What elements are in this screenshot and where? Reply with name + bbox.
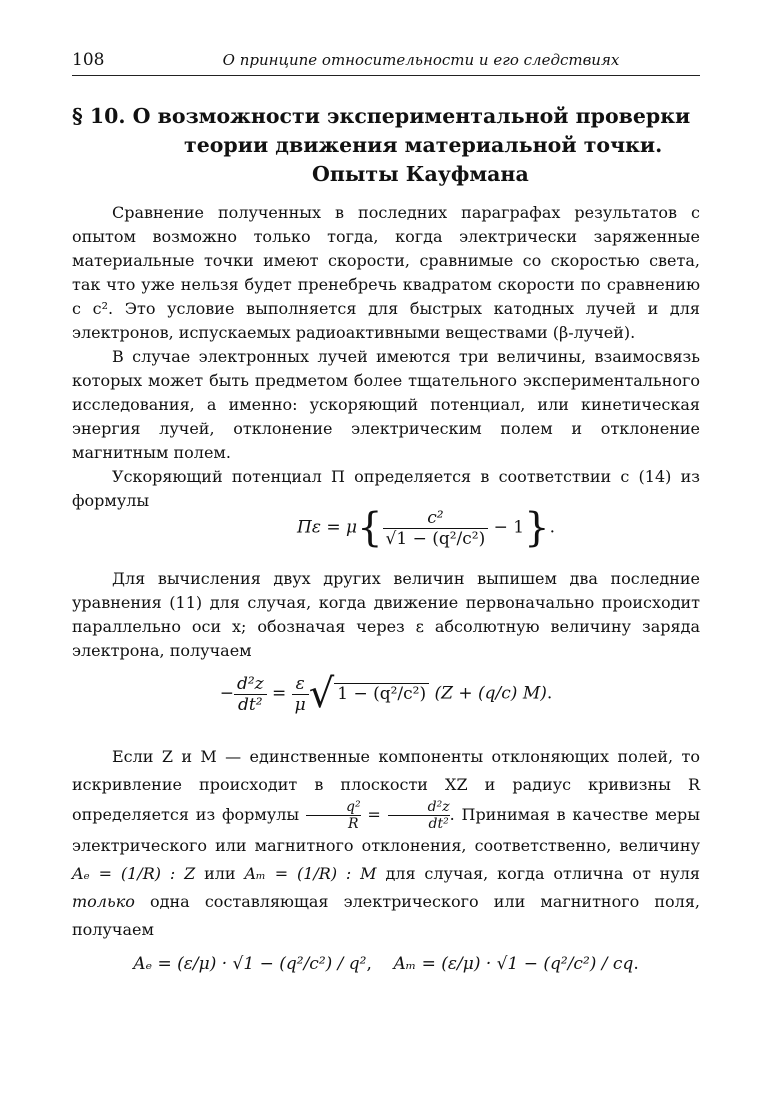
formula-potential-rest: − 1 bbox=[493, 517, 525, 538]
formula-motion-mu: μ bbox=[294, 694, 306, 715]
formula-potential-num: c² bbox=[383, 508, 489, 529]
formula-potential-den: √1 − (q²/c²) bbox=[385, 528, 486, 549]
running-title: О принципе относительности и его следствиях bbox=[222, 51, 620, 69]
paragraph-5-a: Если Z и M — единственные компоненты отклоняющих полей, то искривление происходит в плоскости XZ и радиус кривизны R определяется из формулы bbox=[72, 747, 700, 824]
formula-motion-tail: (Z + (q/c) M) bbox=[434, 683, 547, 704]
section-title-line3: Опыты Кауфмана bbox=[312, 162, 529, 186]
page-header bbox=[72, 50, 700, 76]
formula-deflections: Aₑ = (ε/μ) · √1 − (q²/c²) / q², Aₘ = (ε/μ) · √1 − (q²/c²) / cq. bbox=[133, 954, 639, 974]
formula-ae: Aₑ = (ε/μ) · √1 − (q²/c²) / q² bbox=[133, 954, 367, 974]
paragraph-1: Сравнение полученных в последних параграфах результатов с опытом возможно только тогда, когда электрически заряженные материальные точки имеют скорости, сравнимые со скоростью света, так что уже нельзя будет пренебречь квадратом скорости по сравнению с c². Это условие выполняется для быстрых катодных лучей и для электронов, испускаемых радиоактивными веществами (β-лучей). bbox=[72, 203, 700, 342]
paragraph-5-e: одна составляющая электрического или магнитного поля, получаем bbox=[72, 892, 701, 939]
paragraph-5-c: или bbox=[204, 864, 236, 883]
formula-motion-eps: ε bbox=[292, 674, 309, 695]
section-title-line2: теории движения материальной точки. bbox=[184, 133, 663, 157]
formula-am: Aₘ = (ε/μ) · √1 − (q²/c²) / cq bbox=[393, 954, 634, 974]
formula-motion-lhs-den: dt² bbox=[238, 694, 263, 715]
paragraph-5-d: для случая, когда отлична от нуля bbox=[385, 864, 701, 883]
curvature-num: q² bbox=[306, 799, 361, 816]
section-title-line1: § 10. О возможности экспериментальной проверки bbox=[72, 104, 691, 128]
curvature2-den: dt² bbox=[428, 816, 449, 832]
paragraph-2: В случае электронных лучей имеются три величины, взаимосвязь которых может быть предметом более тщательного экспериментального исследования, а именно: ускоряющий потенциал, или кинетическая энергия лучей, отклонение электрическим полем и отклонение магнитным полем. bbox=[72, 347, 700, 462]
formula-motion-lhs-num: d²z bbox=[234, 674, 267, 695]
formula-potential: Πε = μ{ $\frac{\text{c²}}{\text{√1 − (q²/c²)}}$ − 1}. bbox=[297, 505, 555, 551]
magnetic-deflection: Aₘ = (1/R) : M bbox=[244, 864, 377, 883]
paragraph-3: Ускоряющий потенциал Π определяется в соответствии с (14) из формулы bbox=[72, 467, 700, 510]
emphasis-only: только bbox=[72, 892, 135, 911]
formula-motion-root: 1 − (q²/c²) bbox=[334, 683, 429, 704]
electric-deflection: Aₑ = (1/R) : Z bbox=[72, 864, 196, 883]
formula-potential-lhs: Πε = μ bbox=[297, 517, 358, 538]
paragraph-5: Если Z и M — единственные компоненты отклоняющих полей, то искривление происходит в плоскости XZ и радиус кривизны R определяется из формулы $\frac{\text{q²}}{R}$ = $\frac{\text{d²z}}{\text{dt²}}$ . Принимая в качестве меры электрического или магнитного отклонения, соответственно, величину Aₑ = (1/R) : Z или Aₘ = (1/R) : M для случая, когда отлична от нуля только одна составляющая электрического или магнитного поля, получаем bbox=[72, 747, 701, 939]
formula-motion: − $\frac{\text{d²z}}{\text{dt²}}$ = $\frac{\varepsilon}{\mu}$ √ 1 − (q²/c²) (Z + (q/c) M). bbox=[219, 671, 553, 717]
page-number: 108 bbox=[72, 50, 105, 70]
curvature2-num: d²z bbox=[388, 799, 450, 816]
section-title bbox=[72, 102, 700, 189]
page bbox=[72, 50, 700, 1014]
paragraph-5-b: . Принимая в качестве меры электрического или магнитного отклонения, соответственно, величину bbox=[72, 805, 700, 855]
curvature-den: R bbox=[348, 816, 359, 832]
paragraph-4: Для вычисления двух других величин выпишем два последние уравнения (11) для случая, когда движение первоначально происходит параллельно оси x; обозначая через ε абсолютную величину заряда электрона, получаем bbox=[72, 569, 700, 660]
